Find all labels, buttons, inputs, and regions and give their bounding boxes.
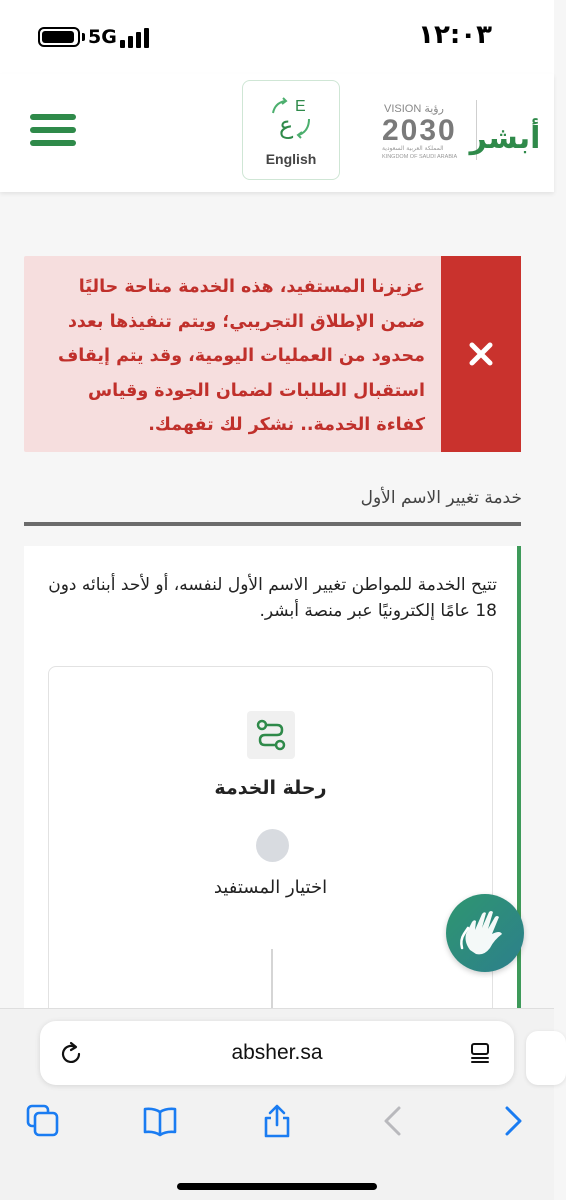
forward-icon[interactable] [494,1103,530,1139]
bookmarks-icon[interactable] [142,1103,178,1139]
language-toggle-label: English [265,151,317,167]
next-tab-preview[interactable] [526,1031,566,1085]
journey-title: رحلة الخدمة [214,777,327,799]
sign-language-button[interactable] [446,894,524,972]
url-text: absher.sa [231,1041,323,1064]
close-icon [469,342,493,366]
share-icon[interactable] [259,1103,295,1139]
alert-close-button[interactable] [441,256,521,452]
absher-logo [469,96,541,162]
pilot-service-alert [24,256,521,452]
battery-tip [82,33,85,41]
network-label: 5G [88,26,117,48]
title-divider [24,522,521,526]
svg-text:E: E [295,98,306,115]
vision-2030-logo [380,98,470,162]
vision-logo-year: 2030 [382,114,457,147]
absher-logo-text: أبشر [469,121,541,156]
service-journey-panel [48,666,493,1046]
vision-logo-sub-en: KINGDOM OF SAUDI ARABIA [382,154,458,160]
route-icon [247,711,295,759]
alert-message: عزيزنا المستفيد، هذه الخدمة متاحة حاليًا ضمن الإطلاق التجريبي؛ ويتم تنفيذها بعدد محدود من العمليات اليومية، وقد يتم إيقاف استقبال الطلبات لضمان الجودة وقياس كفاءة الخدمة.. نشكر لك تفهمك. [57,277,425,435]
status-time: ١٢:٠٣ [418,20,492,50]
signal-icon [120,26,152,48]
back-icon[interactable] [376,1103,412,1139]
vision-logo-sub-ar: المملكة العربية السعودية [382,145,444,152]
service-description: تتيح الخدمة للمواطن تغيير الاسم الأول لنفسه، أو لأحد أبنائه دون 18 عامًا إلكترونيًا عبر منصة أبشر. [48,575,497,621]
browser-bottom-bar [0,1008,554,1200]
svg-text:ع: ع [279,111,294,139]
vision-logo-text: VISION رؤية [384,103,444,115]
tabs-icon[interactable] [25,1103,61,1139]
hamburger-menu-button[interactable] [30,114,76,146]
site-header [0,74,554,192]
address-bar[interactable] [40,1021,514,1085]
language-icon [265,93,319,143]
home-indicator [177,1183,377,1190]
step-indicator [256,829,289,862]
status-bar [0,0,554,74]
language-toggle-button[interactable] [242,80,340,180]
page-title: خدمة تغيير الاسم الأول [360,488,522,508]
sign-language-icon [456,904,514,962]
battery-icon [38,27,80,47]
service-card [24,546,521,1026]
step-label: اختيار المستفيد [213,877,328,898]
page-menu-icon[interactable] [468,1041,492,1065]
